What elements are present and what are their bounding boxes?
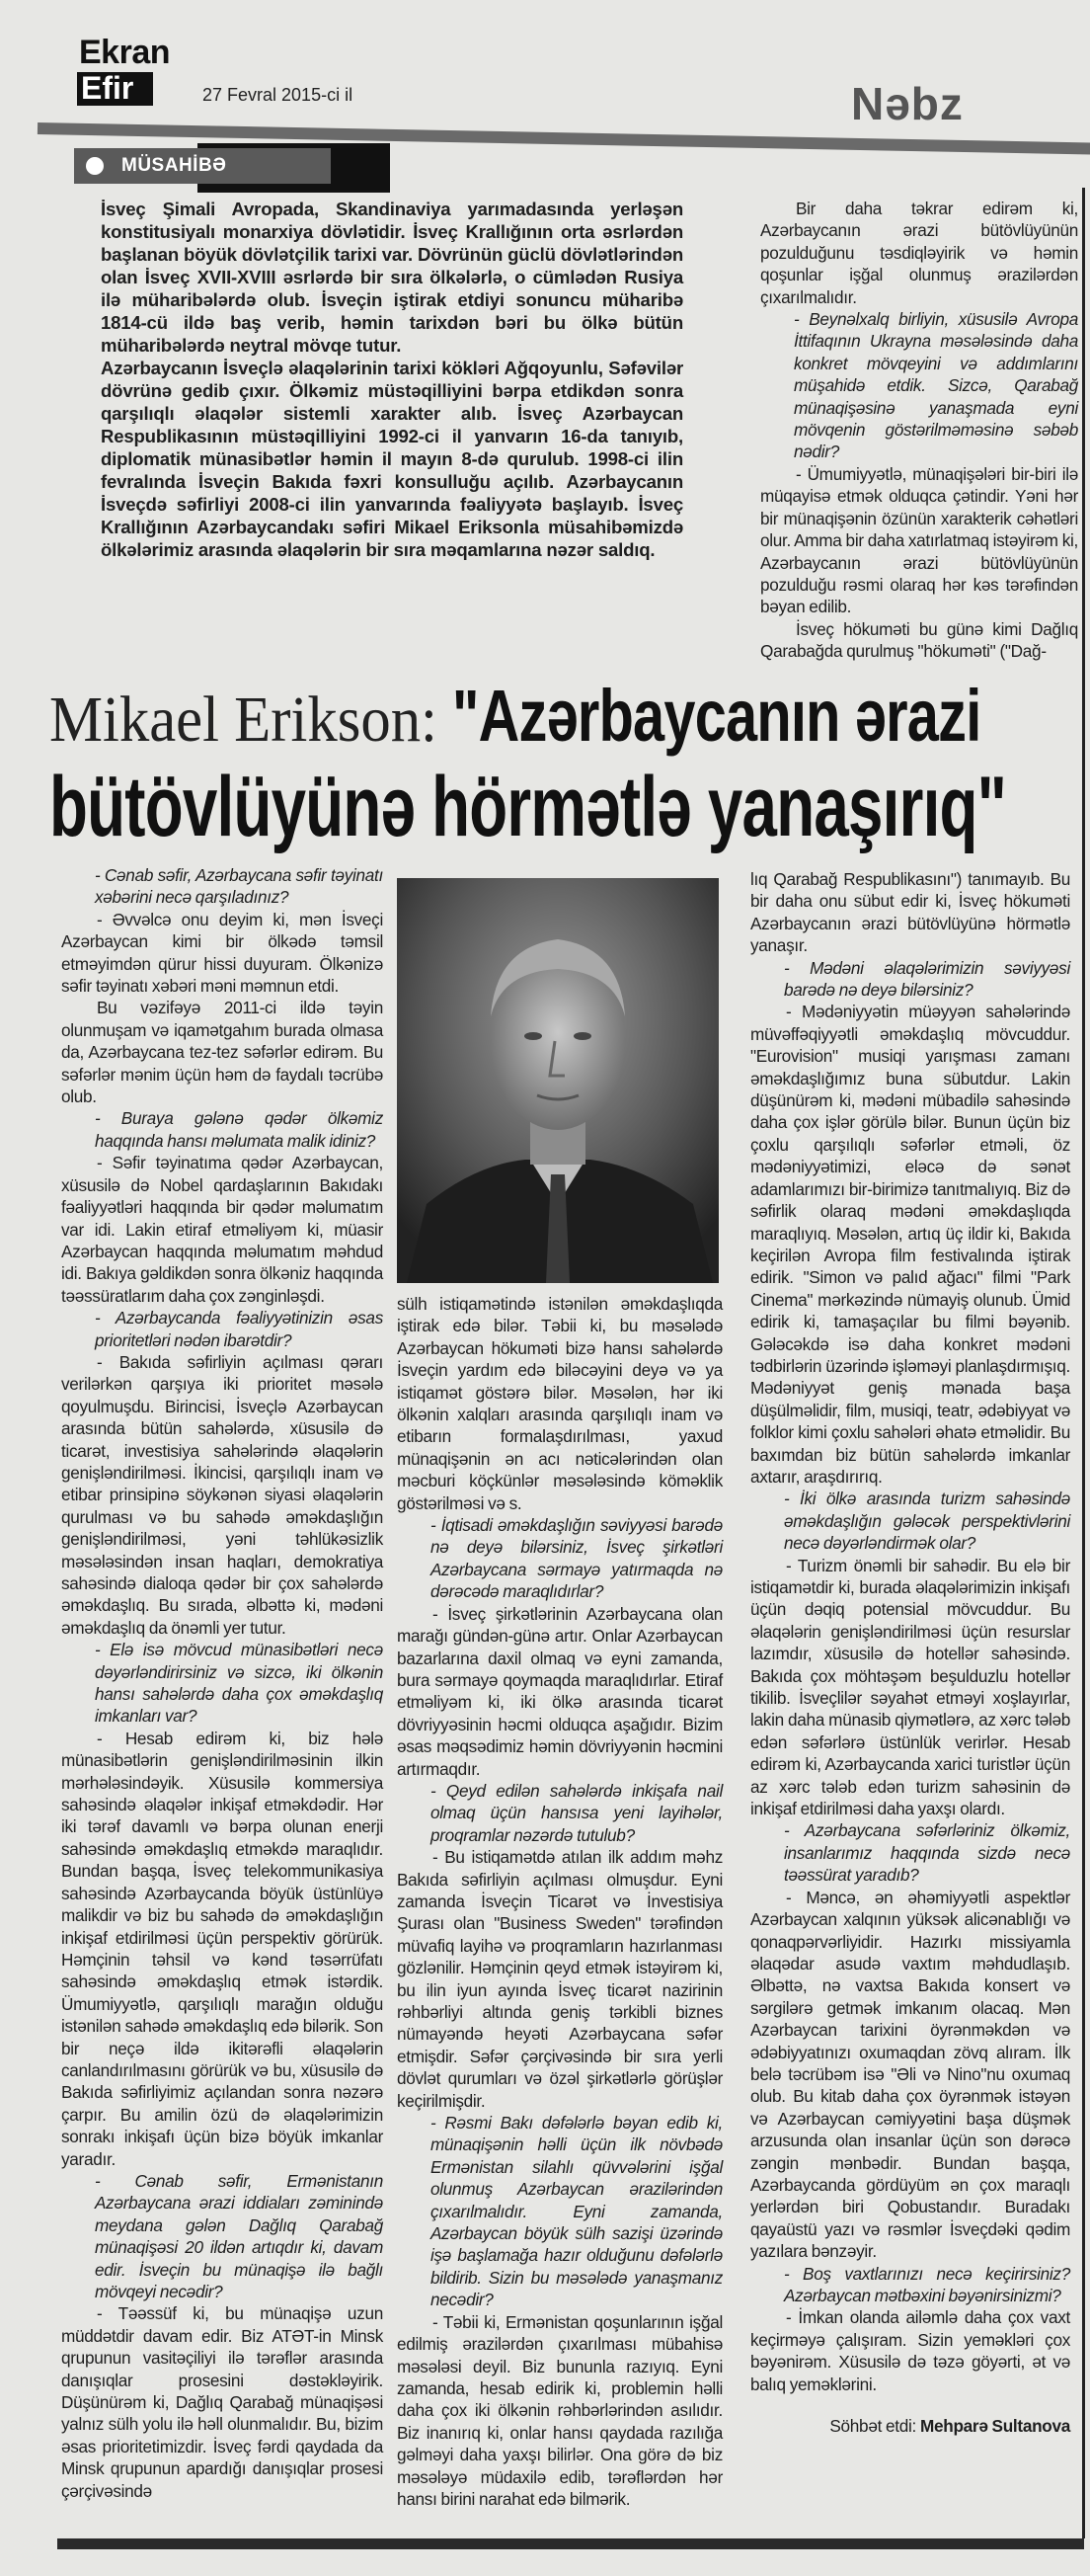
interview-answer: - Hesab edirəm ki, biz hələ münasibətlərin genişləndirilməsinin ilkin mərhələsindəyik. Xüsusilə kommersiya sahəsində əlaqələr inkişaf etməkdədir. Hər iki tərəf davamlı və bərpa olunan enerji sahəsində əməkdaşlıq etməkdə maraqlıdır. Bundan başqa, İsveç telekommunikasiya sahəsində Azərbaycanda böyük üstünlüyə malikdir və biz bu sahədə də əməkdaşlığın inkişaf etdirilməsi üçün perspektiv görürük. Həmçinin təhsil və kənd təsərrüfatı sahəsində əməkdaşlıq etmək istərdik. Ümumiyyətlə, qarşılıqlı marağın olduğu istənilən sahədə əməkdaşlıq edə bilərik. Son bir neçə ildə ikitərəfli əlaqələrin canlandırılmasını görürük və bu, xüsusilə də Bakıda səfirliyimiz açılandan sonra nəzərə çarpır. Bu amilin özü də əlaqələrimizin sonrakı inkişafı üçün bizə böyük imkanlar yaradır. xyxy=(61,1728,383,2169)
column-right xyxy=(750,868,1070,2437)
interview-answer: - Səfir təyinatıma qədər Azərbaycan, xüsusilə də Nobel qardaşlarının Bakıdakı fəaliyyətləri haqqında bir qədər məlumatım var idi. Lakin etiraf etməliyəm ki, müasir Azərbaycan haqqında məlumatım məhdud idi. Bakıya gəldikdən sonra ölkəniz haqqında təəssüratlarım daha çox zənginləşdi. xyxy=(61,1153,383,1306)
headline-quote-line2: bütövlüyünə hörmətlə yanaşırıq" xyxy=(49,760,1007,854)
interview-question: - İqtisadi əməkdaşlığın səviyyəsi barədə nə deyə bilərsiniz, İsveç şirkətləri Azərbaycana sərmayə yatırmaqda nə dərəcədə maraqlıdırlar? xyxy=(430,1515,723,1602)
byline-author: Mehparə Sultanova xyxy=(920,2416,1070,2437)
headline xyxy=(49,675,1076,854)
interview-answer: lıq Qarabağ Respublikasını") tanımayıb. Bu bir daha onu sübut edir ki, İsveç hökuməti Azərbaycanın ərazi bütövlüyünə hörmətlə yanaşır. xyxy=(750,869,1070,956)
lead-paragraph: Azərbaycanın İsveçlə əlaqələrinin tarixi kökləri Ağqoyunlu, Səfəvilər dövrünə gedib çıxır. Ölkəmiz müstəqilliyini bərpa etdikdən sonra qarşılıqlı əlaqələr sistemli xarakter alıb. İsveç Azərbaycan Respublikasının müstəqilliyini 1992-ci il yanvarın 16-da tanıyıb, diplomatik münasibətlər həmin il mayın 8-də qurulub. 1998-ci ilin fevralında İsveçin Bakıda fəxri konsulluğu açılıb. Azərbaycanın İsveçdə səfirliyi 2008-ci ilin yanvarında fəaliyyətə başlayıb. İsveç Krallığının Azərbaycandakı səfiri Mikael Eriksonla müsahibəmizdə ölkələrimiz arasında əlaqələrin bir sıra məqamlarına nəzər saldıq. xyxy=(101,358,683,560)
headline-name: Mikael Erikson: xyxy=(49,684,437,756)
portrait-image xyxy=(397,878,719,1283)
interview-answer: - Bakıda səfirliyin açılması qərarı verilərkən qarşıya iki prioritet məsələ qoyulmuşdu. Birincisi, İsveçlə Azərbaycan arasında bütün sahələrdə, xüsusilə də ticarət, investisiya sahələrində əlaqələrin genişləndirilməsi. İkincisi, qarşılıqlı inam və etibar prinsipinə söykənən siyasi əlaqələrin qurulması və bu sahədə əməkdaşlığın genişləndirilməsi, yəni təhlükəsizlik məsələsindən insan haqları, demokratiya sahəsində dialoqa qədər bir çox sahələrdə əməkdaşlıq. Bu sırada, əlbəttə ki, mədəni əməkdaşlıq da önəmli yer tutur. xyxy=(61,1351,383,1638)
interview-question: - Beynəlxalq birliyin, xüsusilə Avropa İttifaqının Ukrayna məsələsində daha konkret mövqeyini və addımlarını müşahidə etdik. Sizcə, Qarabağ münaqişəsinə yanaşmada eyni mövqenin göstərilməməsinə səbəb nədir? xyxy=(794,309,1078,462)
lead-paragraph: İsveç Şimali Avropada, Skandinaviya yarımadasında yerləşən konstitusiyalı monarxiya dövlətidir. İsveç Krallığının orta əsrlərdən başlanan böyük dövlətçilik tarixi var. Dövrünün güclü dövlətlərindən olan İsveç XVII-XVIII əsrlərdə bir sıra ölkələrlə, o cümlədən Rusiya ilə müharibələrdə olub. İsveçin iştirak etdiyi sonuncu müharibə 1814-cü ildə baş verib, həmin tarixdən bəri bu ölkə bütün müharibələrdə neytral mövqe tutur. xyxy=(101,199,683,356)
logo-ekran: Ekran xyxy=(79,34,170,71)
interview-answer: - Ümumiyyətlə, münaqişələri bir-biri ilə müqayisə etmək olduqca çətindir. Yəni hər bir münaqişənin özünün xarakterik cəhətləri olur. Amma bir daha xatırlatmaq istəyirəm ki, Azərbaycanın ərazi bütövlüyünün pozulduğu rəsmi olaraq hər kəs tərəfindən bəyan edilib. xyxy=(760,463,1078,617)
byline xyxy=(750,2415,1070,2437)
interview-question: - Cənab səfir, Azərbaycana səfir təyinatı xəbərini necə qarşıladınız? xyxy=(95,865,383,908)
interview-answer: Bu vəzifəyə 2011-ci ildə təyin olunmuşam və iqamətgahım burada olmasa da, Azərbaycana tez-tez səfərlər edirəm. Bu səfərlər mənim üçün həm də faydalı təcrübə olub. xyxy=(61,998,383,1107)
headline-quote-line1: "Azərbaycanın ərazi xyxy=(451,675,981,757)
interview-question: - Azərbaycanda fəaliyyətinizin əsas prioritetləri nədən ibarətdir? xyxy=(95,1308,383,1350)
section-title: Nəbz xyxy=(851,78,964,129)
rubric-label xyxy=(74,148,331,184)
interview-answer: - İmkan olanda ailəmlə daha çox vaxt keçirməyə çalışıram. Sizin yeməkləri çox bəyənirəm. Xüsusilə də təzə göyərti, ət və balıq yeməklərini. xyxy=(750,2307,1070,2394)
interview-answer: İsveç hökuməti bu günə kimi Dağlıq Qarabağda qurulmuş "hökuməti" ("Dağ- xyxy=(760,618,1078,662)
footer-rule xyxy=(57,2538,1084,2549)
interview-answer: Bir daha təkrar edirəm ki, Azərbaycanın ərazi bütövlüyünün pozulduğunu təsdiqləyirik və həmin qoşunlar işğal olunmuş ərazilərdən çıxarılmalıdır. xyxy=(760,199,1078,307)
interview-question: - Elə isə mövcud münasibətləri necə dəyərləndirirsiniz və sizcə, iki ölkənin hansı sahələrdə daha çox əməkdaşlıq imkanları var? xyxy=(95,1640,383,1727)
interview-answer: sülh istiqamətində istənilən əməkdaşlıqda iştirak edə bilər. Təbii ki, bu məsələdə Azərbaycan hökuməti bizə hansı sahələrdə İsveçin yardım edə biləcəyini deyə və ya istiqamət göstərə bilər. Məsələn, hər iki ölkənin xalqları arasında qarşılıqlı inam və etibarın formalaşdırılması, yaxud münaqişənin ən acı nəticələrindən olan məcburi köçkünlər məsələsində köməklik göstərilməsi və s. xyxy=(397,1294,723,1513)
interview-question: - Azərbaycana səfərləriniz ölkəmiz, insanlarımız haqqında sizdə necə təəssürat yaradıb? xyxy=(784,1820,1070,1886)
issue-date: 27 Fevral 2015-ci il xyxy=(202,85,353,105)
rubric-text: MÜSAHİBƏ xyxy=(121,155,227,176)
column-left xyxy=(61,864,383,2502)
interview-question: - İki ölkə arasında turizm sahəsində əməkdaşlığın gələcək perspektivlərini necə dəyərləndirmək olar? xyxy=(784,1489,1070,1554)
interview-answer: - Məncə, ən əhəmiyyətli aspektlər Azərbaycan xalqının yüksək alicənablığı və qonaqpərvərliyidir. Hazırkı missiyamla əlaqədar asudə vaxtım məhdudlaşıb. Əlbəttə, nə vaxtsa Bakıda konsert və sərgilərə getmək imkanım olacaq. Mən Azərbaycan tarixini öyrənməkdən və ədəbiyyatınızı oxumaqdan zövq alıram. İlk belə təcrübəm isə "Əli və Nino"nu oxumaq olub. Bu kitab daha çox öyrənmək istəyən və Azərbaycan cəmiyyətini başa düşmək arzusunda olan insanlar üçün son dərəcə zəngin mənbədir. Bundan başqa, Azərbaycanda gördüyüm ən çox maraqlı yerlərdən biri Qobustandır. Buradakı qayaüstü yazı və rəsmlər İsveçdəki qədim yazılara bənzəyir. xyxy=(750,1887,1070,2262)
interview-question: - Mədəni əlaqələrimizin səviyyəsi barədə nə deyə bilərsiniz? xyxy=(784,957,1070,1001)
ambassador-photo xyxy=(397,878,719,1283)
byline-label: Söhbət etdi: xyxy=(829,2416,917,2437)
interview-question: - Boş vaxtlarınızı necə keçirirsiniz? Azərbaycan mətbəxini bəyənirsinizmi? xyxy=(784,2263,1070,2305)
interview-answer: - Təbii ki, Ermənistan qoşunlarının işğal edilmiş ərazilərdən çıxarılması mübahisə məsələsi deyil. Biz bununla razıyıq. Eyni zamanda, hesab edirik ki, problemin həlli daha çox iki ölkənin rəhbərlərindən asılıdır. Biz inanırıq ki, onlar hansı qaydada razılığa gəlməyi daha yaxşı bilirlər. Ona görə də biz məsələyə müdaxilə edib, tərəflərdən hər hansı birini narahat edə bilmərik. xyxy=(397,2311,723,2509)
bullet-icon xyxy=(86,157,104,175)
interview-question: - Cənab səfir, Ermənistanın Azərbaycana ərazi iddiaları zəminində meydana gələn Dağlıq Qarabağ münaqişəsi 20 ildən artıqdır ki, davam edir. İsveçin bu münaqişə ilə bağlı mövqeyi necədir? xyxy=(95,2170,383,2301)
interview-question: - Rəsmi Bakı dəfələrlə bəyan edib ki, münaqişənin həlli üçün ilk növbədə Ermənistan silahlı qüvvələrini işğal olunmuş Azərbaycan ərazilərindən çıxarılmalıdır. Eyni zamanda, Azərbaycan böyük sülh sazişi üzərində işə başlamağa hazır olduğunu dəfələrlə bildirib. Sizin bu məsələdə yanaşmanız necədir? xyxy=(430,2113,723,2310)
article-lead xyxy=(101,198,683,561)
interview-answer: - Əvvəlcə onu deyim ki, mən İsveçi Azərbaycan kimi bir ölkədə təmsil etməyimdən qürur hissi duyuram. Ölkənizə səfir təyinatı xəbəri məni məmnun etdi. xyxy=(61,909,383,997)
column-rule xyxy=(1082,188,1085,2538)
interview-answer: - Təəssüf ki, bu münaqişə uzun müddətdir davam edir. Biz ATƏT-in Minsk qrupunun vasitəçiliyi ilə tərəflər arasında danışıqlar prosesini dəstəkləyirik. Düşünürəm ki, Dağlıq Qarabağ münaqişəsi yalnız sülh yolu ilə həll olunmalıdır. Bu, bizim əsas prioritetimizdir. İsveç fərdi qaydada da Minsk qrupunun apardığı danışıqlar prosesi çərçivəsində xyxy=(61,2303,383,2501)
interview-answer: - Turizm önəmli bir sahədir. Bu elə bir istiqamətdir ki, burada əlaqələrimizin inkişafı üçün dəqiq potensial mövcuddur. Bu əlaqələrin genişləndirilməsi üçün resurslar lazımdır, xüsusilə də hotellər sahəsində. Bakıda çox möhtəşəm beşulduzlu hotellər tikilib. İsveçlilər səyahət etməyi xoşlayırlar, lakin daha münasib qiymətlərə, az xərc tələb edən səfərlərə üstünlük verirlər. Hesab edirəm ki, Azərbaycanda xarici turistlər üçün az xərc tələb edən turizm sahəsinin də inkişaf etdirilməsi daha yaxşı olardı. xyxy=(750,1555,1070,1819)
column-top-right xyxy=(760,198,1078,663)
interview-answer: - İsveç şirkətlərinin Azərbaycana olan marağı gündən-günə artır. Onlar Azərbaycan bazarlarına daxil olmaq və eyni zamanda, bura sərmayə qoymaqda maraqlıdırlar. Etiraf etməliyəm ki, iki ölkə arasında ticarət dövriyyəsinin həcmi olduqca aşağıdır. Bizim əsas məqsədimiz həmin dövriyyənin həcmini artırmaqdır. xyxy=(397,1603,723,1779)
interview-answer: - Mədəniyyətin müəyyən sahələrində müvəffəqiyyətli əməkdaşlıq mövcuddur. "Eurovision" musiqi yarışması zamanı əməkdaşlığımız buna sübutdur. Lakin düşünürəm ki, mədəni mübadilə sahəsində daha çox işlər görülə bilər. Bunun üçün biz çoxlu qarşılıqlı səfərlər etməli, öz mədəniyyətimizi, eləcə də sənət adamlarımızı bir-birimizə tanıtmalıyıq. Biz də səfirlik olaraq mədəni əməkdaşlıqda maraqlıyıq. Məsələn, artıq üç ildir ki, Bakıda keçirilən Avropa film festivalında iştirak edirik. "Simon və palıd ağacı" filmi "Park Cinema" mərkəzində nümayiş olunub. Ümid edirik ki, tamaşaçılar bu filmi bəyənib. Gələcəkdə isə daha konkret mədəni tədbirlərin üzərində işləməyi planlaşdırmışıq. Mədəniyyət geniş mənada başa düşülməlidir, film, musiqi, teatr, ədəbiyyat və folklor kimi çoxlu sahələri əhatə etməlidir. Bu baxımdan biz bütün sahələrdə imkanlar axtarır, araşdırırıq. xyxy=(750,1002,1070,1487)
column-middle xyxy=(397,1293,723,2510)
logo-efir: Efir xyxy=(77,72,153,106)
interview-question: - Buraya gələnə qədər ölkəmiz haqqında hansı məlumata malik idiniz? xyxy=(95,1108,383,1151)
interview-question: - Qeyd edilən sahələrdə inkişafa nail olmaq üçün hansısa yeni layihələr, proqramlar nəzərdə tutulub? xyxy=(430,1780,723,1845)
interview-answer: - Bu istiqamətdə atılan ilk addım məhz Bakıda səfirliyin açılması olmuşdur. Eyni zamanda İsveçin Ticarət və İnvestisiya Şurası olan "Business Sweden" tərəfindən müvafiq layihə və proqramların hazırlanması gözlənilir. Həmçinin qeyd etmək istəyirəm ki, bu ilin iyun ayında İsveç ticarət nazirinin rəhbərliyi altında geniş tərkibli biznes nümayəndə heyəti Azərbaycana səfər etmişdir. Səfər çərçivəsində bir sıra yerli dövlət qurumları və özəl şirkətlərlə görüşlər keçirilmişdir. xyxy=(397,1847,723,2111)
